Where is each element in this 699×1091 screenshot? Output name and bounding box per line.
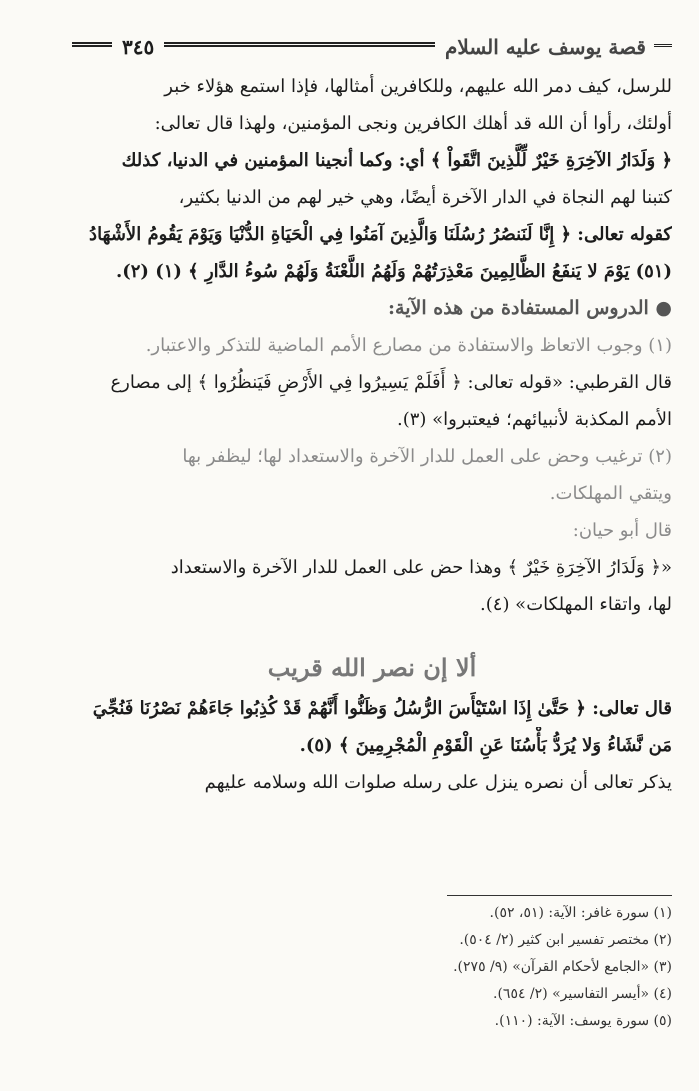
- body-line: ﴿ وَلَدَارُ الآخِرَةِ خَيْرٌ لِّلَّذِينَ اتَّقَواْ ﴾ أي: وكما أنجينا المؤمنين في الدنيا، كذلك: [121, 150, 672, 171]
- footnote: (٣) «الجامع لأحكام القرآن» (٩/ ٢٧٥).: [453, 959, 672, 975]
- body-line: يذكر تعالى أن نصره ينزل على رسله صلوات الله وسلامه عليهم: [204, 772, 672, 793]
- footnote: (٤) «أيسر التفاسير» (٢/ ٦٥٤).: [493, 986, 672, 1002]
- body-line: كتبنا لهم النجاة في الدار الآخرة أيضًا، وهي خير لهم من الدنيا بكثير،: [178, 187, 672, 208]
- footnote: (٢) مختصر تفسير ابن كثير (٢/ ٥٠٤).: [459, 932, 672, 948]
- body-line: للرسل، كيف دمر الله عليهم، وللكافرين أمثالها، فإذا استمع هؤلاء خبر: [164, 76, 672, 97]
- verse-line: قال تعالى: ﴿ حَتَّىٰ إِذَا اسْتَيْأَسَ الرُّسُلُ وَظَنُّوا أَنَّهُمْ قَدْ كُذِبُوا جَاءَهُمْ نَصْرُنَا فَنُجِّيَ: [92, 698, 672, 719]
- lessons-heading: ● الدروس المستفادة من هذه الآية:: [388, 297, 672, 319]
- body-line: كقوله تعالى: ﴿ إِنَّا لَنَنصُرُ رُسُلَنَا وَالَّذِينَ آمَنُوا فِي الْحَيَاةِ الدُّنْيَا وَيَوْمَ يَقُومُ الأَشْهَادُ: [89, 224, 672, 245]
- header-rule-long: [164, 42, 435, 52]
- page-number: ٣٤٥: [122, 35, 155, 59]
- running-title: قصة يوسف عليه السلام: [445, 35, 646, 59]
- verse-line: مَن نَّشَاءُ وَلا يُرَدُّ بَأْسُنَا عَنِ الْقَوْمِ الْمُجْرِمِينَ ﴾ (٥).: [299, 735, 672, 756]
- footnotes: [72, 895, 672, 1035]
- footnote-rule: [447, 895, 672, 896]
- lesson-one: (١) وجوب الاتعاظ والاستفادة من مصارع الأمم الماضية للتذكر والاعتبار.: [145, 335, 672, 356]
- lesson-two-line: (٢) ترغيب وحض على العمل للدار الآخرة والاستعداد لها؛ ليظفر بها: [182, 446, 672, 467]
- lesson-two-line: ويتقي المهلكات.: [549, 483, 672, 504]
- abu-hayyan-quote-line: «﴿ وَلَدَارُ الآخِرَةِ خَيْرٌ ﴾ وهذا حض على العمل للدار الآخرة والاستعداد: [170, 557, 672, 578]
- abu-hayyan-quote-line: لها، واتقاء المهلكات» (٤).: [480, 594, 672, 615]
- qurtubi-quote-line: قال القرطبي: «قوله تعالى: ﴿ أَفَلَمْ يَسِيرُوا فِي الأَرْضِ فَيَنظُرُوا ﴾ إلى مصارع: [110, 372, 672, 393]
- body-line: أولئك، رأوا أن الله قد أهلك الكافرين ونجى المؤمنين، ولهذا قال تعالى:: [154, 113, 672, 134]
- page-header: [72, 28, 672, 66]
- footnote: (١) سورة غافر: الآية: (٥١، ٥٢).: [489, 905, 672, 921]
- footnote: (٥) سورة يوسف: الآية: (١١٠).: [494, 1013, 672, 1029]
- header-rule-short: [654, 44, 672, 50]
- header-rule-end: [72, 42, 112, 52]
- qurtubi-quote-line: الأمم المكذبة لأنبيائهم؛ فيعتبروا» (٣).: [396, 409, 672, 430]
- body-line: (٥١) يَوْمَ لا يَنفَعُ الظَّالِمِينَ مَعْذِرَتُهُمْ وَلَهُمُ اللَّعْنَةُ وَلَهُمْ سُوءُ الدَّارِ ﴾ (١) (٢).: [115, 261, 672, 282]
- abu-hayyan-label: قال أبو حيان:: [572, 520, 672, 541]
- section-title: ألا إن نصر الله قريب: [267, 653, 477, 682]
- page-body: [72, 68, 672, 801]
